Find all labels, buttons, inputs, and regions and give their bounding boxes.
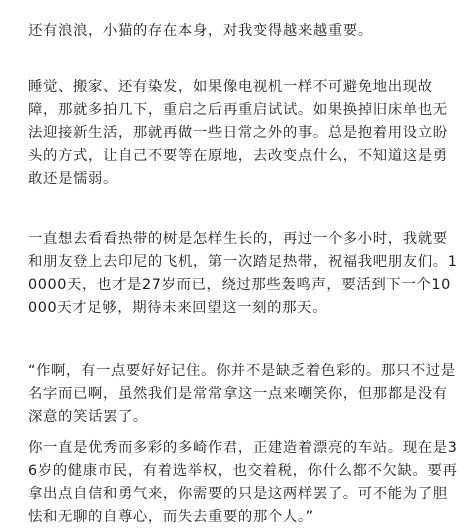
paragraph: 睡觉、搬家、还有染发，如果像电视机一样不可避免地出现故障，那就多拍几下，重启之后再重启试试。如果换掉旧床单也无法迎接新生活，那就再做一些日常之外的事。总是抱着用设立盼头的方式，让自己不要等在原地，去改变点什么，不知道这是勇敢还是懦弱。 [28, 79, 448, 187]
article-body [28, 20, 460, 529]
paragraph: 一直想去看看热带的树是怎样生长的，再过一个多小时，我就要和朋友登上去印尼的飞机，第一次踏足热带，祝福我吧朋友们。10000天，也才是27岁而已，绕过那些轰鸣声，要活到下一个10000天才足够，期待未来回望这一刻的那天。 [28, 231, 458, 316]
quote-paragraph: “作啊，有一点要好好记住。你并不是缺乏着色彩的。那只不过是名字而已啊，虽然我们是常常拿这一点来嘲笑你，但那都是没有深意的笑话罢了。 [28, 363, 456, 425]
quote-paragraph: 你一直是优秀而多彩的多崎作君，正建造着漂亮的车站。现在是36岁的健康市民，有着选举权，也交着税，你什么都不欠缺。要再拿出点自信和勇气来，你需要的只是这两样罢了。可不能为了胆怯和无聊的自尊心，而失去重要的那个人。” [28, 440, 458, 525]
paragraph: 还有浪浪，小猫的存在本身，对我变得越来越重要。 [28, 23, 373, 39]
